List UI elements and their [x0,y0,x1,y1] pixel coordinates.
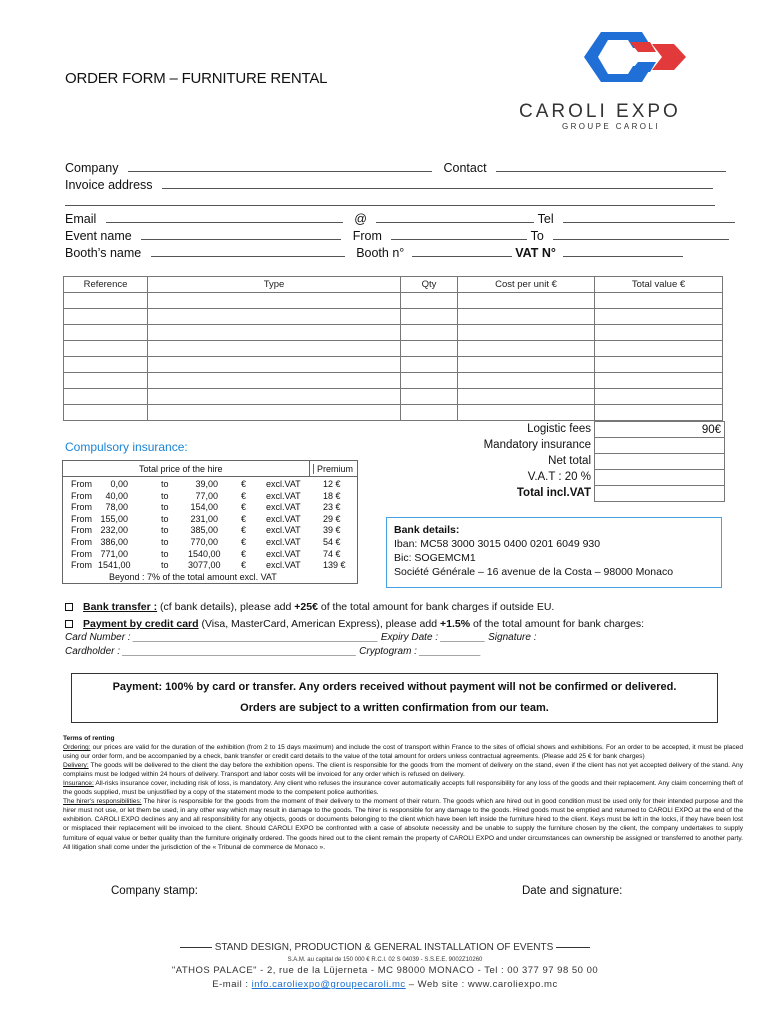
event-name-label: Event name [65,229,132,243]
email-user-field[interactable] [106,212,343,223]
booth-no-label: Booth n° [356,246,405,260]
bank-transfer-checkbox[interactable] [65,603,73,611]
insurance-col-total: Total price of the hire [139,464,223,474]
table-row[interactable] [64,341,723,357]
insurance-row [71,491,361,503]
insurance-from: From [71,560,92,571]
terms-section [63,734,743,852]
insurance-high: 3077,00 [188,560,221,571]
terms-delivery-text: The goods will be delivered to the client the day before the exhibition opens. The client is responsible for the goods from the moment of delivery on the stand, even if the client has not yet accepted delivery of the stand. Any complains must be lodged within 24 hours of delivery. Transport and labor costs will be invoiced for any order which is refused on delivery. [63,762,743,779]
insurance-row [71,549,361,561]
insurance-low: 155,00 [100,513,128,524]
event-name-field[interactable] [141,229,341,240]
col-qty: Qty [401,277,458,293]
insurance-row [71,514,361,526]
insurance-low: 78,00 [105,502,128,513]
insurance-low: 40,00 [105,490,128,501]
card-number-line[interactable]: Card Number : ____________________________________________ Expiry Date : ________ Signature : [65,632,537,643]
insurance-high: 39,00 [195,479,218,489]
bank-transfer-label: Bank transfer : [83,601,158,613]
insurance-premium: 23 € [323,502,341,513]
vat-no-field[interactable] [563,246,683,257]
insurance-high: 154,00 [190,502,218,513]
credit-card-text-1: (Visa, MasterCard, American Express), please add [198,618,440,630]
bank-iban: Iban: MC58 3000 3015 0400 0201 6049 930 [394,538,601,550]
insurance-row [71,502,361,514]
from-label: From [352,229,382,243]
bank-title: Bank details: [394,524,460,536]
mandatory-insurance-field[interactable] [595,438,725,454]
footer-website: – Web site : www.caroliexpo.mc [405,979,558,990]
insurance-vat: excl.VAT [266,548,301,559]
bank-transfer-option[interactable] [65,601,554,613]
terms-delivery-label: Delivery: [63,762,89,770]
logistic-fees-value: 90€ [595,422,725,438]
insurance-cur: € [241,502,247,513]
insurance-from: From [71,502,92,513]
credit-card-option[interactable] [65,618,644,630]
insurance-premium: 139 € [323,560,346,571]
insurance-premium: 29 € [323,513,341,524]
payment-notice [71,673,718,723]
table-row[interactable] [64,389,723,405]
insurance-from: From [71,537,92,547]
insurance-high: 1540,00 [188,548,221,559]
insurance-premium: 74 € [323,548,341,559]
insurance-low: 232,00 [100,525,128,536]
insurance-low: 1541,00 [98,560,131,571]
bank-transfer-amount: +25€ [294,601,318,613]
insurance-cur: € [241,560,247,571]
insurance-cur: € [241,513,247,524]
email-label: Email [65,212,97,226]
insurance-from: From [71,548,92,559]
company-label: Company [65,161,119,175]
insurance-to: to [161,560,169,571]
insurance-cur: € [241,537,247,547]
items-header-row [64,277,723,293]
insurance-high: 770,00 [190,537,218,547]
insurance-vat: excl.VAT [266,479,301,489]
notice-line-1: Payment: 100% by card or transfer. Any orders received without payment will not be confirmed or delivered. [112,681,677,693]
invoice-address-field[interactable] [162,178,713,189]
totals-table [594,421,725,502]
insurance-from: From [71,513,92,524]
bank-bic: Bic: SOGEMCM1 [394,552,476,564]
vat-label: V.A.T : 20 % [527,471,591,483]
logo-name: CAROLI EXPO [519,101,681,122]
company-stamp-label: Company stamp: [111,885,198,897]
total-incl-vat-field[interactable] [595,486,725,502]
insurance-to: to [161,490,169,501]
total-incl-vat-label: Total incl.VAT [516,487,591,499]
insurance-premium: 39 € [323,525,341,536]
insurance-cur: € [241,525,247,536]
booth-name-field[interactable] [151,246,345,257]
col-cost: Cost per unit € [458,277,595,293]
bank-details-box [386,517,722,588]
insurance-premium: 54 € [323,537,341,547]
cardholder-line[interactable]: Cardholder : __________________________________________ Cryptogram : ___________ [65,646,481,657]
insurance-vat: excl.VAT [266,502,301,513]
booth-name-label: Booth’s name [65,246,142,260]
table-row[interactable] [64,309,723,325]
vat-no-label: VAT N° [515,246,556,260]
insurance-premium: 12 € [323,479,341,489]
terms-ordering-text: our prices are valid for the duration of the exhibition (from 2 to 15 days maximum) and include the cost of transport within France to the sites of official shows and exhibitions. For an order to be accepted, it must be placed using our order form, and be accompanied by a check, bank transfer or credit card details to the value of the total amount for orders unless contractual agreements. (Please add 25 € for bank charges) [63,744,743,761]
table-row[interactable] [64,405,723,421]
insurance-to: to [161,502,169,513]
to-field[interactable] [553,229,729,240]
from-field[interactable] [391,229,527,240]
date-signature-label: Date and signature: [522,885,623,897]
page-title: ORDER FORM – FURNITURE RENTAL [65,70,328,87]
insurance-to: to [161,513,169,524]
net-total-label: Net total [548,455,591,467]
insurance-low: 386,00 [100,537,128,547]
bank-name: Société Générale – 16 avenue de la Costa – 98000 Monaco [394,566,674,578]
terms-hirer-text: The hirer is responsible for the goods from the moment of their delivery to the moment of their return. The goods which are hired out in good condition must be used only for their intended purpose and the hirer must not use, or let them be used, in any other way which may result in damage to the goods. The hirer is responsible for any damage to the goods. Hired goods must be emptied and returned to CAROLI EXPO at the end of the exhibition. CAROLI EXPO declines any and all responsibility for any objects, goods or documents belonging to the client which have been left inside the furniture hired to the client. Keys must be left in the locks, if they have been lost or misplaced their replacement will be invoiced to the client. Should CAROLI EXPO be confronted with a case of absolute necessity and be unable to supply the furniture chosen by the client, the company undertakes to supply furniture of equal value or better quality than the furniture originally ordered. The goods hired out to the client remain the property of CAROLI EXPO and under circumstances can ownership be assigned or transferred to another party. All litigation shall come under the jurisdiction of the « Tribunal de commerce de Monaco ». [63,798,743,851]
insurance-vat: excl.VAT [266,490,301,501]
insurance-vat: excl.VAT [266,513,301,524]
items-table [63,276,723,421]
insurance-high: 385,00 [190,525,218,536]
table-row[interactable] [64,325,723,341]
insurance-col-premium: Premium [313,464,353,474]
insurance-row [71,525,361,537]
insurance-cur: € [241,490,247,501]
credit-card-text-2: of the total amount for bank charges: [470,618,644,630]
caroli-expo-logo [570,30,694,98]
insurance-title: Compulsory insurance: [65,440,188,454]
footer-email-prefix: E-mail : [212,979,252,990]
terms-ordering-label: Ordering: [63,744,91,752]
insurance-to: to [161,548,169,559]
insurance-low: 771,00 [100,548,128,559]
bank-transfer-text-2: of the total amount for bank charges if outside EU. [317,601,555,613]
footer-contact [0,979,770,990]
insurance-vat: excl.VAT [266,537,301,547]
terms-insurance-label: Insurance: [63,780,94,788]
insurance-from: From [71,479,92,489]
insurance-cur: € [241,479,247,489]
insurance-table [62,460,358,584]
insurance-vat: excl.VAT [266,525,301,536]
insurance-from: From [71,490,92,501]
footer-email-link[interactable]: info.caroliexpo@groupecaroli.mc [251,979,406,990]
insurance-to: to [161,537,169,547]
insurance-row [71,479,361,491]
notice-line-2: Orders are subject to a written confirmation from our team. [240,702,549,714]
logistic-fees-label: Logistic fees [527,423,591,435]
footer-tagline-text: STAND DESIGN, PRODUCTION & GENERAL INSTALLATION OF EVENTS [214,942,554,953]
invoice-address-label: Invoice address [65,178,153,192]
vat-field[interactable] [595,470,725,486]
contact-field[interactable] [496,161,726,172]
email-domain-field[interactable] [376,212,534,223]
credit-card-label: Payment by credit card [83,618,199,630]
company-field[interactable] [128,161,432,172]
insurance-to: to [161,525,169,536]
table-row[interactable] [64,373,723,389]
insurance-from: From [71,525,92,536]
insurance-vat: excl.VAT [266,560,301,571]
contact-label: Contact [443,161,487,175]
terms-insurance-text: All-risks insurance cover, including risk of loss, is mandatory. Any client who refuses the insurance cover automatically accepts full responsibility for any loss of the goods and their replacement. Any claim concerning theft of the goods supplied, must be unjustified by a copy of the statement mode to the competent police authorities. [63,780,743,797]
insurance-high: 77,00 [195,490,218,501]
insurance-premium: 18 € [323,490,341,501]
col-total: Total value € [595,277,723,293]
insurance-to: to [161,479,169,489]
booth-no-field[interactable] [412,246,512,257]
to-label: To [530,229,544,243]
credit-card-amount: +1.5% [439,618,471,630]
email-at: @ [354,212,367,226]
mandatory-insurance-label: Mandatory insurance [483,439,591,451]
terms-hirer-label: The hirer’s responsibilities: [63,798,142,806]
invoice-address-field-2[interactable] [65,195,715,206]
footer-address: "ATHOS PALACE" - 2, rue de la Lüjerneta - MC 98000 MONACO - Tel : 00 377 97 98 50 00 [171,965,599,976]
footer-tagline [0,942,770,953]
insurance-high: 231,00 [190,513,218,524]
insurance-cur: € [241,548,247,559]
insurance-beyond: Beyond : 7% of the total amount excl. VAT [109,572,277,582]
insurance-low: 0,00 [110,479,128,489]
credit-card-checkbox[interactable] [65,620,73,628]
col-type: Type [148,277,401,293]
net-total-field[interactable] [595,454,725,470]
insurance-row [71,537,361,549]
footer-legal: S.A.M. au capital de 150 000 € R.C.I. 02 S 04039 - S.S.E.E. 9002Z10260 [287,957,483,963]
logo-subtitle: GROUPE CAROLI [562,122,660,131]
terms-title: Terms of renting [63,735,115,742]
tel-field[interactable] [563,212,735,223]
insurance-row [71,560,361,572]
table-row[interactable] [64,357,723,373]
col-reference: Reference [64,277,148,293]
table-row[interactable] [64,293,723,309]
tel-label: Tel [537,212,554,226]
bank-transfer-text-1: (cf bank details), please add [157,601,295,613]
